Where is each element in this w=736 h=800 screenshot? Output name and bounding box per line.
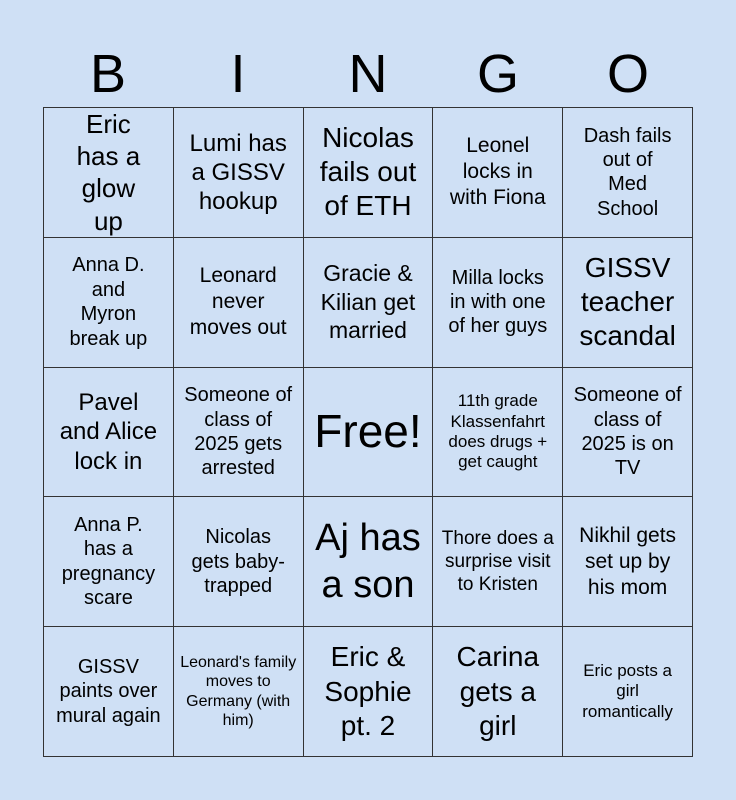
bingo-cell[interactable]: GISSV paints over mural again xyxy=(44,627,174,757)
bingo-cell[interactable]: Leonard never moves out xyxy=(174,238,304,368)
bingo-cell[interactable]: Someone of class of 2025 gets arrested xyxy=(174,368,304,498)
bingo-cell[interactable]: Nicolas fails out of ETH xyxy=(304,108,434,238)
bingo-cell[interactable]: Someone of class of 2025 is on TV xyxy=(563,368,693,498)
bingo-cell[interactable]: Gracie & Kilian get married xyxy=(304,238,434,368)
bingo-cell[interactable]: Milla locks in with one of her guys xyxy=(433,238,563,368)
bingo-cell[interactable]: Nikhil gets set up by his mom xyxy=(563,497,693,627)
bingo-cell[interactable]: Pavel and Alice lock in xyxy=(44,368,174,498)
bingo-cell[interactable]: Nicolas gets baby-trapped xyxy=(174,497,304,627)
header-letter-g: G xyxy=(476,44,519,104)
bingo-cell[interactable]: Carina gets a girl xyxy=(433,627,563,757)
header-letter-o: O xyxy=(606,44,649,104)
bingo-cell[interactable]: GISSV teacher scandal xyxy=(563,238,693,368)
bingo-cell[interactable]: Leonard's family moves to Germany (with him) xyxy=(174,627,304,757)
bingo-header xyxy=(43,40,693,108)
header-letter-i: I xyxy=(230,44,246,104)
bingo-cell[interactable]: Dash fails out of Med School xyxy=(563,108,693,238)
bingo-cell[interactable]: Eric has a glow up xyxy=(44,108,174,238)
bingo-cell[interactable]: Anna P. has a pregnancy scare xyxy=(44,497,174,627)
bingo-cell[interactable]: Aj has a son xyxy=(304,497,434,627)
header-letter-n: N xyxy=(348,44,388,104)
header-letter-b: B xyxy=(89,44,127,104)
bingo-cell-free[interactable]: Free! xyxy=(304,368,434,498)
bingo-cell[interactable]: Thore does a surprise visit to Kristen xyxy=(433,497,563,627)
bingo-board xyxy=(43,107,693,757)
bingo-cell[interactable]: Eric & Sophie pt. 2 xyxy=(304,627,434,757)
bingo-cell[interactable]: 11th grade Klassenfahrt does drugs + get caught xyxy=(433,368,563,498)
bingo-cell[interactable]: Leonel locks in with Fiona xyxy=(433,108,563,238)
bingo-cell[interactable]: Eric posts a girl romantically xyxy=(563,627,693,757)
bingo-cell[interactable]: Lumi has a GISSV hookup xyxy=(174,108,304,238)
bingo-cell[interactable]: Anna D. and Myron break up xyxy=(44,238,174,368)
